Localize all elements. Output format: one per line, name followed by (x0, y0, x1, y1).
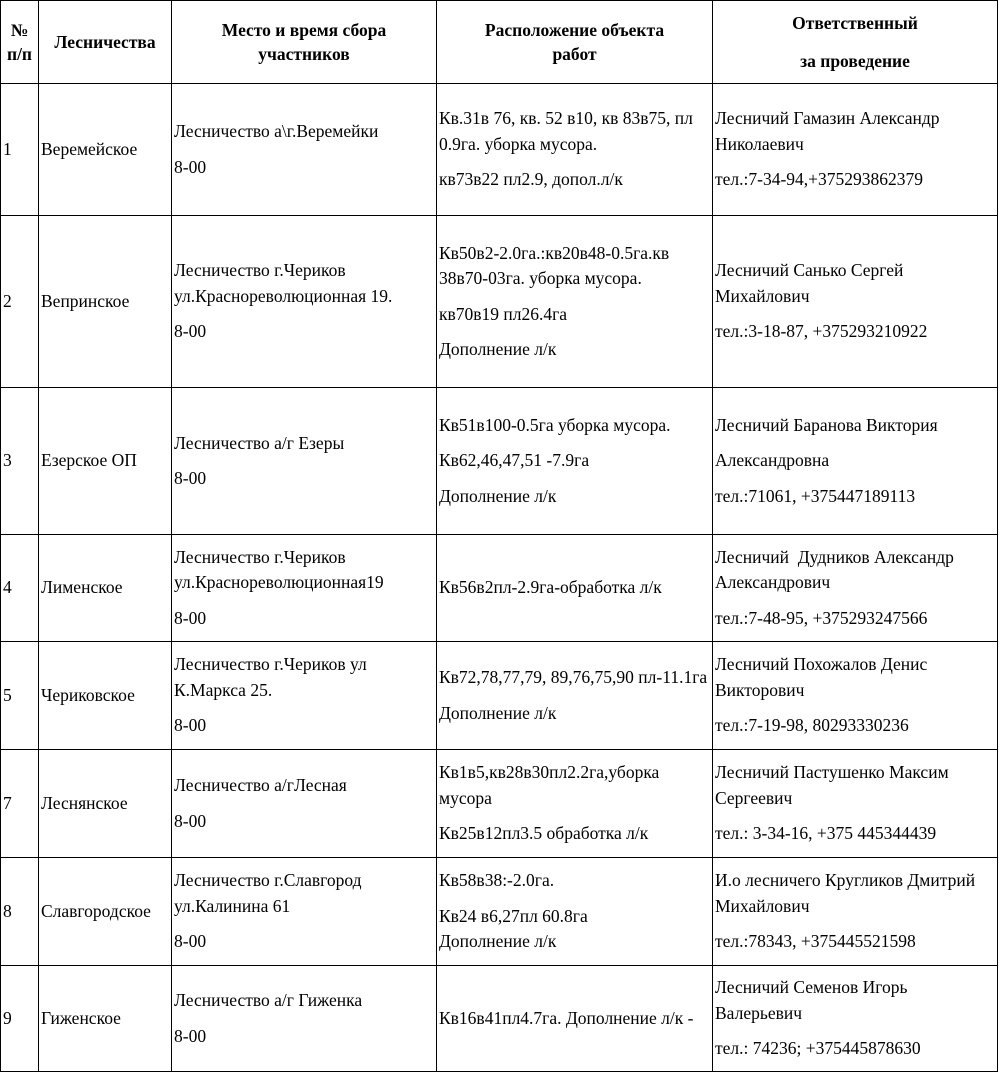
row-responsible (713, 750, 998, 858)
location-text: Дополнение л/к (439, 931, 557, 952)
place-time: 8-00 (174, 607, 207, 628)
row-forestry: Леснянское (39, 750, 172, 858)
location-text: Кв16в41пл4.7га. Дополнение л/к - (439, 1007, 694, 1028)
location-text: Кв72,78,77,79, 89,76,75,90 пл-11.1га (439, 667, 708, 688)
responsible-name: И.о лесничего Кругликов Дмитрий Михайлович (715, 870, 980, 916)
responsible-phone: тел.:7-19-98, 80293330236 (715, 715, 909, 736)
row-forestry: Чериковское (39, 642, 172, 750)
table-row (1, 216, 998, 388)
responsible-phone: тел.: 3-34-16, +375 445344439 (715, 823, 937, 844)
header-responsible-line2: за проведение (800, 51, 910, 71)
place-text: Лесничество а\г.Веремейки (174, 121, 379, 142)
place-time: 8-00 (174, 931, 207, 952)
row-responsible (713, 388, 998, 535)
place-time: 8-00 (174, 1025, 207, 1046)
responsible-phone: тел.:3-18-87, +375293210922 (715, 321, 928, 342)
row-number: 1 (1, 84, 39, 216)
place-text: Лесничество а/гЛесная (174, 775, 347, 796)
row-responsible (713, 216, 998, 388)
table-row (1, 966, 998, 1072)
header-number-line2: п/п (6, 44, 33, 64)
header-number (1, 1, 39, 84)
table-row (1, 84, 998, 216)
place-time: 8-00 (174, 810, 207, 831)
row-forestry: Лименское (39, 535, 172, 642)
responsible-name: Лесничий Дудников Александр Александрович (715, 546, 959, 593)
header-place (172, 1, 437, 84)
row-number: 5 (1, 642, 39, 750)
location-text: Кв56в2пл-2.9га-обработка л/к (439, 577, 662, 598)
place-text: Лесничество а/г Езеры (174, 432, 345, 453)
row-responsible (713, 966, 998, 1072)
location-text: кв70в19 пл26.4га (439, 303, 568, 324)
location-text: Кв25в12пл3.5 обработка л/к (439, 823, 649, 844)
row-place (172, 642, 437, 750)
responsible-name: Лесничий Семенов Игорь Валерьевич (715, 977, 912, 1023)
location-text: Кв1в5,кв28в30пл2.2га,уборка мусора (439, 762, 664, 808)
row-number: 9 (1, 966, 39, 1072)
place-text: Лесничество г.Чериков ул.Краснореволюционная 19. (174, 260, 393, 306)
responsible-phone: тел.:71061, +375447189113 (715, 485, 916, 506)
place-text: Лесничество а/г Гиженка (174, 990, 363, 1011)
row-number: 4 (1, 535, 39, 642)
header-place-line2: участников (258, 44, 350, 64)
row-location (437, 750, 713, 858)
row-location (437, 216, 713, 388)
responsible-name: Лесничий Похожалов Денис Викторович (715, 654, 932, 700)
row-location (437, 388, 713, 535)
responsible-phone: тел.:78343, +375445521598 (715, 931, 916, 952)
table-row (1, 750, 998, 858)
row-location (437, 642, 713, 750)
table-row (1, 642, 998, 750)
place-time: 8-00 (174, 468, 207, 488)
location-text: Кв62,46,47,51 -7.9га (439, 450, 590, 471)
table-row (1, 858, 998, 966)
row-forestry: Славгородское (39, 858, 172, 966)
header-place-line1: Место и время сбора (221, 19, 387, 40)
place-time: 8-00 (174, 156, 207, 177)
location-text: Кв24 в6,27пл 60.8га (439, 905, 588, 926)
responsible-name: Лесничий Санько Сергей Михайлович (715, 260, 908, 306)
table-row (1, 388, 998, 535)
place-time: 8-00 (174, 321, 207, 342)
row-forestry: Гиженское (39, 966, 172, 1072)
responsible-name: Лесничий Гамазин Александр Николаевич (715, 108, 944, 154)
responsible-phone: тел.: 74236; +375445878630 (715, 1038, 921, 1059)
header-responsible (713, 1, 998, 84)
row-responsible (713, 858, 998, 966)
row-place (172, 84, 437, 216)
place-time: 8-00 (174, 715, 207, 736)
responsible-name: Лесничий Баранова Виктория (715, 414, 938, 435)
place-text: Лесничество г.Славгород ул.Калинина 61 (174, 870, 366, 916)
row-location (437, 84, 713, 216)
location-text: Дополнение л/к (439, 702, 557, 723)
row-place (172, 388, 437, 535)
header-responsible-line1: Ответственный (792, 12, 918, 33)
row-location (437, 858, 713, 966)
row-forestry: Веремейское (39, 84, 172, 216)
location-text: Дополнение л/к (439, 338, 557, 359)
row-responsible (713, 535, 998, 642)
location-text: Кв58в38:-2.0га. (439, 870, 555, 891)
row-location (437, 535, 713, 642)
header-number-line1: № (10, 19, 29, 40)
row-place (172, 216, 437, 388)
table-header-row (1, 1, 998, 84)
responsible-name: Александровна (715, 450, 830, 471)
row-responsible (713, 84, 998, 216)
responsible-phone: тел.:7-34-94,+375293862379 (715, 169, 924, 190)
row-forestry: Езерское ОП (39, 388, 172, 535)
place-text: Лесничество г.Чериков ул.Краснореволюционная19 (174, 546, 384, 593)
location-text: Кв51в100-0.5га уборка мусора. (439, 414, 671, 435)
responsible-name: Лесничий Пастушенко Максим Сергеевич (715, 762, 954, 808)
row-number: 8 (1, 858, 39, 966)
location-text: кв73в22 пл2.9, допол.л/к (439, 169, 623, 190)
row-forestry: Вепринское (39, 216, 172, 388)
row-place (172, 858, 437, 966)
place-text: Лесничество г.Чериков ул К.Маркса 25. (174, 654, 372, 700)
row-number: 3 (1, 388, 39, 535)
row-responsible (713, 642, 998, 750)
row-place (172, 750, 437, 858)
row-place (172, 966, 437, 1072)
row-place (172, 535, 437, 642)
location-text: Кв.31в 76, кв. 52 в10, кв 83в75, пл 0.9га. уборка мусора. (439, 108, 698, 154)
row-location (437, 966, 713, 1072)
location-text: Дополнение л/к (439, 485, 557, 506)
header-forestry: Лесничества (39, 1, 172, 84)
row-number: 7 (1, 750, 39, 858)
header-location-line1: Расположение объекта (484, 19, 665, 40)
location-text: Кв50в2-2.0га.:кв20в48-0.5га.кв 38в70-03га. уборка мусора. (439, 242, 674, 289)
table-row (1, 535, 998, 642)
responsible-phone: тел.:7-48-95, +375293247566 (715, 607, 928, 628)
header-location (437, 1, 713, 84)
header-location-line2: работ (552, 44, 597, 64)
row-number: 2 (1, 216, 39, 388)
